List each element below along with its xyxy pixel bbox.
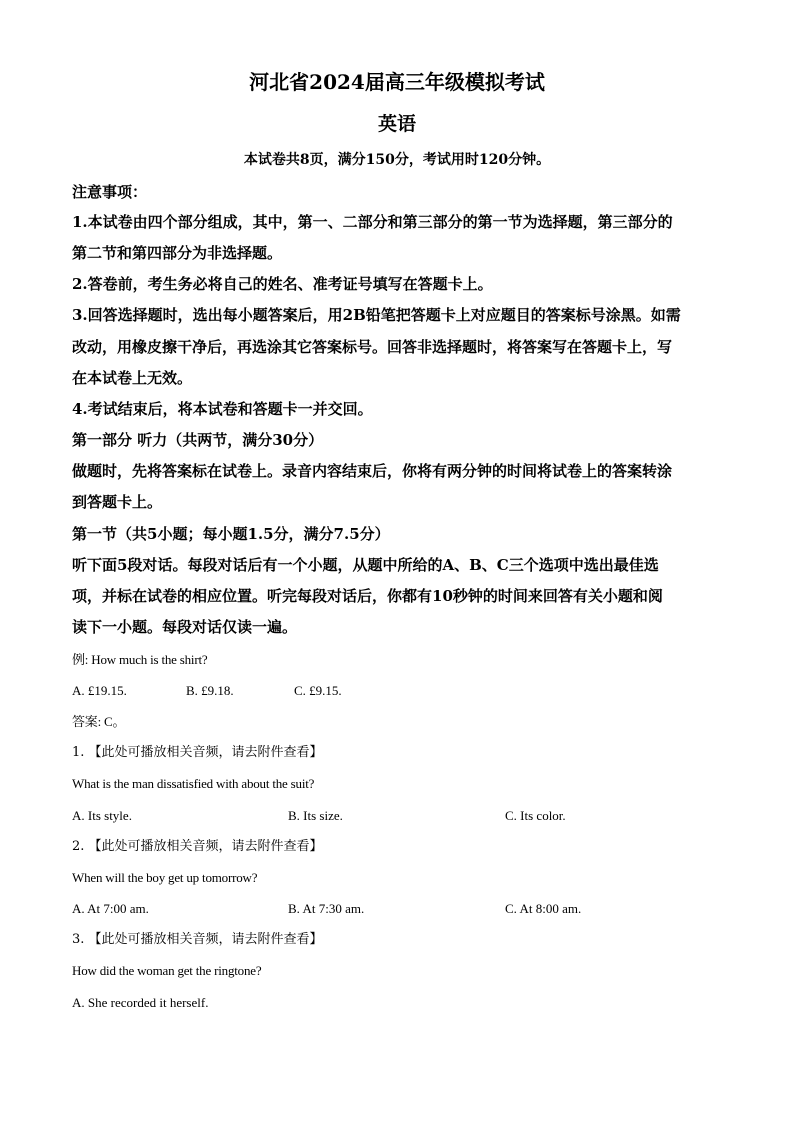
notes-heading: 注意事项： [72, 183, 148, 201]
question-1-option-b: B. Its size. [288, 808, 343, 823]
question-2-option-c: C. At 8:00 am. [505, 901, 582, 916]
example-option-a: A. £19.15. [72, 683, 127, 698]
section1-instructions-line-2: 项，并标在试卷的相应位置。听完每段对话后，你都有10秒钟的时间来回答有关小题和阅 [72, 587, 663, 605]
exam-info: 本试卷共8页，满分150分，考试用时120分钟。 [243, 152, 551, 168]
question-2-option-a: A. At 7:00 am. [72, 901, 149, 916]
question-2-text: When will the boy get up tomorrow? [72, 870, 258, 885]
exam-title: 河北省2024届高三年级模拟考试 [249, 70, 545, 94]
example-answer: 答案: C。 [72, 714, 126, 729]
subject-title: 英语 [377, 113, 416, 135]
part1-intro-line-2: 到答题卡上。 [72, 493, 163, 511]
notes-item-1-line-2: 第二节和第四部分为非选择题。 [72, 244, 283, 262]
part1-heading: 第一部分 听力（共两节，满分30分） [72, 431, 324, 449]
question-1-audio-marker: 1. 【此处可播放相关音频，请去附件查看】 [72, 745, 323, 760]
notes-item-3-line-3: 在本试卷上无效。 [72, 369, 193, 387]
question-3-audio-marker: 3. 【此处可播放相关音频，请去附件查看】 [72, 932, 323, 947]
question-2-audio-marker: 2. 【此处可播放相关音频，请去附件查看】 [72, 839, 323, 854]
section1-heading: 第一节（共5小题；每小题1.5分，满分7.5分） [72, 525, 390, 543]
notes-item-2: 2.答卷前，考生务必将自己的姓名、准考证号填写在答题卡上。 [72, 275, 493, 293]
question-1-option-c: C. Its color. [505, 808, 566, 823]
section1-instructions-line-3: 读下一小题。每段对话仅读一遍。 [72, 618, 298, 636]
part1-intro-line-1: 做题时，先将答案标在试卷上。录音内容结束后，你将有两分钟的时间将试卷上的答案转涂 [72, 462, 673, 480]
section1-instructions-line-1: 听下面5段对话。每段对话后有一个小题，从题中所给的A、B、C三个选项中选出最佳选 [72, 556, 659, 574]
notes-item-1-line-1: 1.本试卷由四个部分组成，其中，第一、二部分和第三部分的第一节为选择题，第三部分的 [72, 213, 673, 231]
question-1-text: What is the man dissatisfied with about the suit? [72, 776, 315, 791]
example-option-c: C. £9.15. [294, 683, 342, 698]
example-question: 例: How much is the shirt? [72, 652, 208, 667]
notes-item-3-line-2: 改动，用橡皮擦干净后，再选涂其它答案标号。回答非选择题时，将答案写在答题卡上，写 [72, 338, 673, 356]
notes-item-3-line-1: 3.回答选择题时，选出每小题答案后，用2B铅笔把答题卡上对应题目的答案标号涂黑。如需 [72, 306, 681, 324]
example-option-b: B. £9.18. [186, 683, 234, 698]
notes-item-4: 4.考试结束后，将本试卷和答题卡一并交回。 [72, 400, 373, 418]
question-2-option-b: B. At 7:30 am. [288, 901, 365, 916]
question-3-option-a: A. She recorded it herself. [72, 995, 209, 1010]
question-3-text: How did the woman get the ringtone? [72, 963, 262, 978]
question-1-option-a: A. Its style. [72, 808, 132, 823]
